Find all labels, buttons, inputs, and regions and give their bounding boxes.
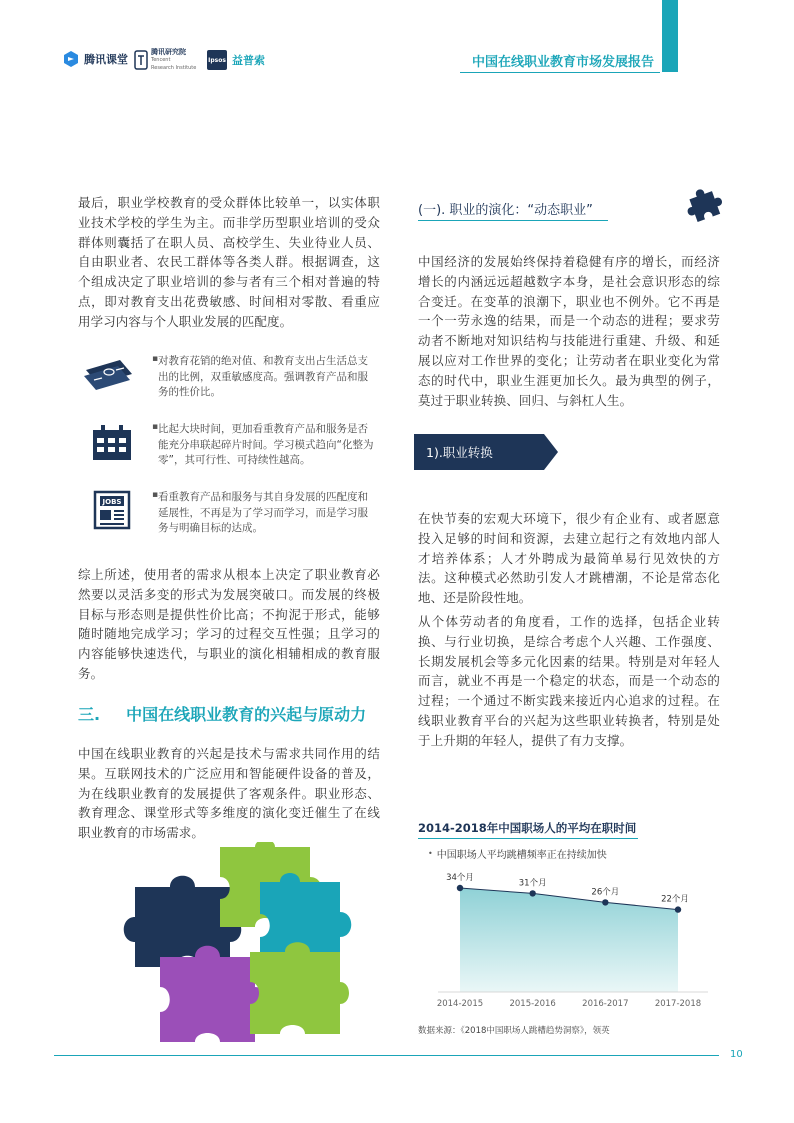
subsection-heading: (一). 职业的演化：“动态职业” — [418, 203, 593, 218]
chart-legend — [428, 846, 607, 861]
left-paragraph-3: 中国在线职业教育的兴起是技术与需求共同作用的结果。互联网技术的广泛应用和智能硬件设备的普及，为在线职业教育的发展提供了客观条件。职业形态、教育理念、课堂形式等多维度的演化变迁催生了在线职业教育的市场需求。 — [78, 746, 380, 841]
chart-legend-label: 中国职场人平均跳槽频率正在持续加快 — [436, 850, 607, 861]
chart-point — [602, 899, 608, 905]
section-title: 中国在线职业教育的兴起与原动力 — [126, 705, 367, 724]
wallet-icon — [82, 350, 136, 396]
left-paragraph-1: 最后，职业学校教育的受众群体比较单一，以实体职业技术学校的学生为主。而非学历型职业培训的受众群体则囊括了在职人员、高校学生、失业待业人员、自由职业者、农民工群体等各类人群。根据调查，这个组成决定了职业培训的参与者有三个相对普遍的特点，即对教育支出花费敏感、时间相对零散、看重应用学习内容与个人职业发展的匹配度。 — [78, 195, 380, 329]
page-number: 10 — [730, 1049, 743, 1060]
ipsos-label: 益普索 — [232, 54, 265, 67]
ipsos-logo — [207, 50, 265, 70]
bullet-item-2 — [152, 422, 376, 469]
tencent-research-icon — [134, 50, 148, 70]
chart-point — [675, 906, 681, 912]
left-paragraph-2: 综上所述，使用者的需求从根本上决定了职业教育必然要以灵活多变的形式为发展突破口。而发展的终极目标与形态则是提供性价比高；不拘泥于形式，能够随时随地完成学习；学习的过程交互性强；且学习的内容能够快速迭代，与职业的演化相辅相成的教育服务。 — [78, 567, 380, 681]
tencent-classroom-icon — [62, 50, 80, 68]
bullet-text-1: 对教育花销的绝对值、和教育支出占生活总支出的比例，双重敏感度高。强调教育产品和服务的性价比。 — [158, 355, 368, 398]
chart-data-label: 31个月 — [518, 878, 547, 889]
chart-area — [460, 888, 678, 992]
chart-title-underline — [418, 838, 638, 839]
section-heading — [78, 702, 366, 725]
chart-x-tick-label: 2017-2018 — [654, 999, 702, 1009]
chart-x-tick-label: 2015-2016 — [509, 999, 556, 1009]
bullet-dot: ▪ — [152, 490, 159, 500]
chart-x-tick-label: 2016-2017 — [582, 999, 629, 1009]
bullet-dot: ▪ — [152, 422, 159, 432]
chart-data-label: 34个月 — [446, 873, 474, 883]
legend-bullet: • — [428, 849, 433, 858]
chart-source: 数据来源：《2018中国职场人跳槽趋势洞察》，领英 — [418, 1026, 610, 1036]
footer-rule — [54, 1055, 719, 1056]
puzzle-piece-lime — [250, 942, 349, 1034]
header-rule — [460, 72, 660, 73]
ipsos-badge — [207, 50, 227, 70]
chart-title: 2014-2018年中国职场人的平均在职时间 — [418, 821, 637, 835]
ipsos-badge-label: Ipsos — [208, 56, 226, 64]
tencent-research-logo — [134, 48, 196, 72]
right-paragraph-2: 在快节奏的宏观大环境下，很少有企业有、或者愿意投入足够的时间和资源，去建立起行之有效地内部人才培养体系；人才外聘成为最简单易行见效快的方法。这种模式必然助引发人才跳槽潮，不论是常态化地、还是阶段性地。 — [418, 511, 720, 606]
bullet-text-3: 看重教育产品和服务与其自身发展的匹配度和延展性，不再是为了学习而学习，而是学习服务与明确目标的达成。 — [158, 491, 368, 534]
calendar-icon — [92, 425, 132, 465]
tencent-classroom-logo — [62, 50, 128, 68]
chart-data-label: 26个月 — [591, 887, 620, 898]
bullet-dot: ▪ — [152, 354, 159, 364]
right-paragraph-1: 中国经济的发展始终保持着稳健有序的增长，而经济增长的内涵远远超越数字本身，是社会意识形态的综合变迁。在变革的浪潮下，职业也不例外。它不再是一个一劳永逸的结果，而是一个动态的进程；要求劳动者不断地对知识结构与技能进行重建、升级、和延展以应对工作世界的变化；让劳动者在职业变化为常态的时代中，职业生涯更加长久。最为典型的例子，莫过于职业转换、回归、与斜杠人生。 — [418, 254, 720, 408]
puzzle-illustration — [115, 842, 360, 1056]
chart-x-tick-label: 2014-2015 — [436, 999, 484, 1009]
chart-point — [457, 885, 463, 891]
tencent-classroom-label: 腾讯课堂 — [84, 53, 128, 66]
right-paragraph-3: 从个体劳动者的角度看，工作的选择，包括企业转换、与行业切换，是综合考虑个人兴趣、工作强度、长期发展机会等多元化因素的结果。特别是对年轻人而言，就业不再是一个稳定的状态，而是一个动态的过程；一个通过不断实践来接近内心追求的过程。在线职业教育平台的兴起为这些职业转换者，特别是处于上升期的年轻人，提供了有力支撑。 — [418, 614, 720, 748]
header — [0, 0, 794, 80]
chart — [418, 860, 718, 1012]
tencent-research-sub2: Research Institute — [151, 65, 197, 71]
tencent-research-title: 腾讯研究院 — [151, 48, 186, 56]
tencent-research-sub1: Tencent — [151, 57, 171, 63]
jobs-icon-label: JOBS — [102, 498, 122, 506]
newspaper-jobs-icon — [92, 490, 134, 534]
header-accent-bar — [662, 0, 678, 72]
bullet-item-3 — [152, 490, 376, 537]
puzzle-piece-icon — [684, 180, 728, 228]
bullet-text-2: 比起大块时间，更加看重教育产品和服务是否能充分串联起碎片时间。学习模式趋向“化整为零”，其可行性、可持续性越高。 — [158, 423, 374, 466]
section-number: 三. — [78, 705, 101, 724]
section-tag — [414, 434, 558, 474]
chart-point — [529, 890, 535, 896]
subsection-underline — [418, 220, 608, 221]
section-tag-label: 1).职业转换 — [426, 445, 493, 460]
report-title: 中国在线职业教育市场发展报告 — [471, 55, 654, 70]
chart-data-label: 22个月 — [661, 894, 689, 905]
bullet-item-1 — [152, 354, 376, 401]
